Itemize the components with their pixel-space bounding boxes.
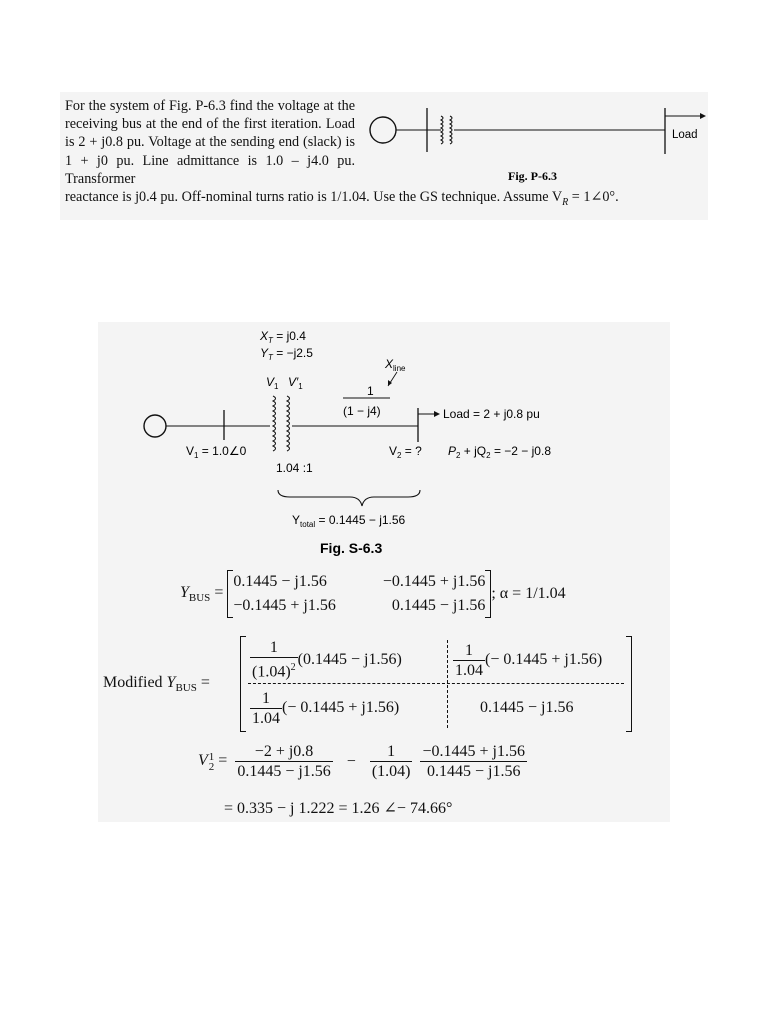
v1-prime-top-label: $V'_1$	[288, 375, 303, 391]
turns-ratio-label: 1.04 :1	[276, 461, 313, 475]
modified-ybus-label: Modified $Y_{BUS}$ =	[103, 674, 210, 695]
generator-symbol	[144, 415, 166, 437]
transformer-secondary-coil	[287, 396, 290, 451]
load-label: Load	[672, 129, 698, 141]
load-arrow-head	[434, 411, 440, 417]
problem-panel	[60, 92, 708, 220]
figure-p63-caption: Fig. P-6.3	[508, 169, 557, 183]
figure-p63	[360, 94, 708, 186]
mod-m11: $\frac{1}{(1.04)^2}$ (0.1445 − j1.56)	[252, 639, 402, 681]
ytotal-label: $Y_{total} = 0.1445 - j1.56$	[292, 513, 406, 529]
transformer-primary-coil	[273, 396, 276, 451]
mod-m12: $\frac{1}{1.04}$ (− 0.1445 + j1.56)	[455, 641, 603, 679]
xline-label: $X_{line}$	[385, 357, 406, 373]
load-arrow-head	[700, 113, 706, 119]
ybus-label: $Y_{BUS}$ =	[180, 583, 224, 605]
problem-last-line	[65, 188, 705, 212]
yt-label: $Y_T = -j2.5$	[260, 346, 313, 362]
v2-minus: −	[346, 752, 356, 770]
transformer-primary-coil	[441, 116, 443, 144]
v2-fraction-1: $\frac{-2 + j0.8}{0.1445 - j1.56}$	[237, 743, 331, 780]
ybus-equation	[180, 570, 566, 618]
v2-equation	[198, 742, 527, 781]
transformer-secondary-coil	[450, 116, 452, 144]
v1-top-label: $V_1$	[266, 375, 279, 391]
line-admittance-num: 1	[367, 384, 374, 398]
generator-symbol	[370, 117, 396, 143]
problem-vr-subscript: R	[562, 196, 569, 208]
line-admittance-den: (1 − j4)	[343, 404, 381, 418]
v1-label: $V_1$ = 1.0∠0	[186, 444, 247, 460]
xt-label: $X_T = j0.4$	[260, 329, 306, 345]
modified-ybus-matrix	[240, 636, 632, 732]
ybus-m21: −0.1445 + j1.56	[233, 597, 336, 614]
mod-m22: 0.1445 − j1.56	[480, 699, 574, 716]
pq-label: $P_2 + jQ_2 = -2 - j0.8$	[448, 444, 551, 460]
v2-fraction-3: $\frac{-0.1445 + j1.56}{0.1445 - j1.56}$	[422, 743, 525, 780]
ybus-m11: 0.1445 − j1.56	[233, 573, 327, 590]
ytotal-brace	[278, 490, 420, 506]
v2-label: V 1 2 =	[198, 750, 228, 773]
figure-s63-caption: Fig. S-6.3	[320, 540, 383, 556]
v2-fraction-2: $\frac{1}{(1.04)}$	[371, 743, 411, 780]
load-label: Load = 2 + j0.8 pu	[443, 407, 540, 421]
partition-horizontal	[248, 683, 624, 684]
partition-vertical	[447, 640, 448, 728]
ybus-matrix	[227, 570, 491, 618]
v2-result: = 0.335 − j 1.222 = 1.26 ∠− 74.66°	[224, 800, 453, 817]
problem-text: For the system of Fig. P-6.3 find the voltage at the receiving bus at the end of the first iteration. Load is 2 + j0.8 pu. Voltage at the sending end (slack) is 1 + j0 pu. Line admittance is 1.0 – j4.0 pu. Transformer	[65, 98, 355, 187]
problem-last-line-end: = 1∠0°.	[568, 189, 619, 205]
solution-panel	[98, 322, 670, 822]
alpha-value: ; α = 1/1.04	[491, 585, 566, 602]
mod-m21: $\frac{1}{1.04}$ (− 0.1445 + j1.56)	[252, 689, 400, 727]
figure-s63	[98, 322, 670, 562]
v2-label: $V_2$ = ?	[389, 444, 422, 460]
ybus-m12: −0.1445 + j1.56	[382, 573, 486, 590]
problem-last-line-text: reactance is j0.4 pu. Off-nominal turns ratio is 1/1.04. Use the GS technique. Assume V	[65, 189, 563, 205]
ybus-m22: 0.1445 − j1.56	[391, 597, 486, 614]
